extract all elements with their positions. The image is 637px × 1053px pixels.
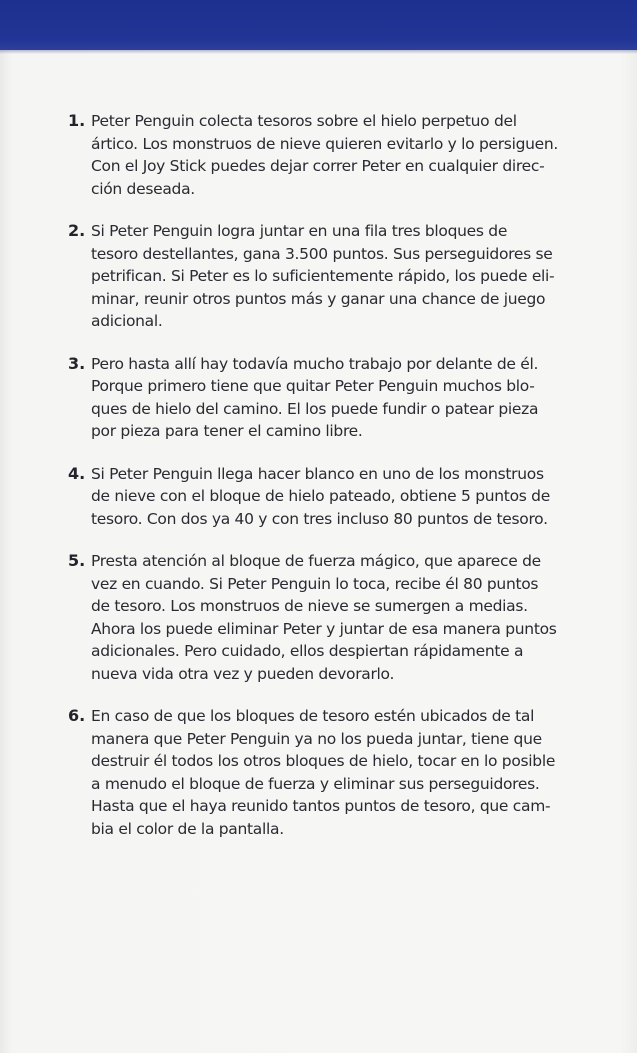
rule-text — [91, 550, 598, 685]
rule-line: ción deseada. — [91, 179, 195, 198]
rule-text — [91, 353, 598, 443]
rule-line: Porque primero tiene que quitar Peter Penguin muchos blo- — [91, 377, 535, 395]
rule-item-6 — [68, 705, 598, 840]
rule-number: 2. — [68, 221, 86, 240]
rule-text — [91, 463, 598, 531]
rule-line: Con el Joy Stick puedes dejar correr Peter en cualquier direc- — [91, 157, 545, 175]
rule-item-1 — [68, 110, 598, 200]
rule-line: petrifican. Si Peter es lo suficientemente rápido, los puede eli- — [91, 267, 555, 285]
rule-text — [91, 705, 598, 840]
rule-line: por pieza para tener el camino libre. — [91, 422, 363, 440]
rule-number: 6. — [68, 706, 86, 725]
rule-text — [91, 110, 598, 200]
rule-item-3 — [68, 353, 598, 443]
rule-line: tesoro. Con dos ya 40 y con tres incluso 80 puntos de tesoro. — [91, 509, 548, 528]
band-shadow — [0, 50, 637, 54]
rule-item-4 — [68, 463, 598, 531]
top-color-band — [0, 0, 637, 50]
rule-line: destruir él todos los otros bloques de hielo, tocar en lo posible — [91, 752, 556, 770]
rule-line: adicional. — [91, 312, 163, 330]
rule-line: de nieve con el bloque de hielo pateado, obtiene 5 puntos de — [91, 487, 550, 505]
rule-line: tesoro destellantes, gana 3.500 puntos. Sus perseguidores se — [91, 244, 553, 263]
rule-line: minar, reunir otros puntos más y ganar una chance de juego — [91, 289, 546, 308]
rule-number: 5. — [68, 551, 86, 570]
rule-line: vez en cuando. Si Peter Penguin lo toca, recibe él 80 puntos — [91, 574, 539, 593]
rule-line: a menudo el bloque de fuerza y eliminar sus perseguidores. — [91, 774, 540, 793]
rule-number: 4. — [68, 463, 86, 483]
rule-line: Presta atención al bloque de fuerza mágico, que aparece de — [91, 552, 541, 570]
rule-line: Peter Penguin colecta tesoros sobre el hielo perpetuo del — [91, 112, 517, 130]
rule-line: Hasta que el haya reunido tantos puntos de tesoro, que cam- — [91, 797, 551, 815]
rule-line: En caso de que los bloques de tesoro estén ubicados de tal — [91, 707, 535, 725]
rule-line: Ahora los puede eliminar Peter y juntar de esa manera puntos — [91, 619, 557, 638]
rule-item-5 — [68, 550, 598, 685]
rule-line: Pero hasta allí hay todavía mucho trabajo por delante de él. — [91, 354, 539, 373]
rule-line: de tesoro. Los monstruos de nieve se sumergen a medias. — [91, 597, 528, 615]
rules-list — [68, 110, 598, 840]
rule-number: 3. — [68, 353, 86, 373]
rule-text — [91, 220, 598, 333]
rule-number: 1. — [68, 111, 86, 130]
instructions-content — [68, 110, 598, 860]
rule-line: adicionales. Pero cuidado, ellos despiertan rápidamente a — [91, 642, 524, 660]
rule-line: ques de hielo del camino. El los puede fundir o patear pieza — [91, 399, 539, 418]
rule-line: Si Peter Penguin llega hacer blanco en uno de los monstruos — [91, 464, 544, 483]
rule-line: ártico. Los monstruos de nieve quieren evitarlo y lo persiguen. — [91, 134, 559, 153]
rule-line: Si Peter Penguin logra juntar en una fila tres bloques de — [91, 222, 508, 240]
rule-line: bia el color de la pantalla. — [91, 819, 284, 838]
rule-line: nueva vida otra vez y pueden devorarlo. — [91, 664, 395, 683]
rule-line: manera que Peter Penguin ya no los pueda juntar, tiene que — [91, 729, 542, 748]
rule-item-2 — [68, 220, 598, 333]
